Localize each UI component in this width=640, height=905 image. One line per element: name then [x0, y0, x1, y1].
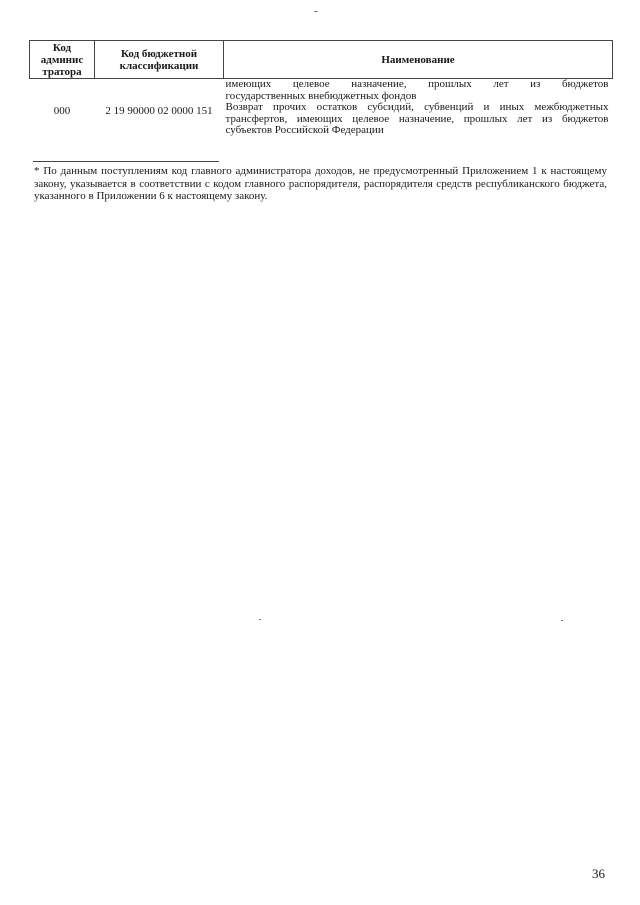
- continued-name-line-2: государственных внебюджетных фондов: [225, 89, 417, 102]
- page-number: 36: [592, 866, 605, 881]
- table-row: [30, 102, 613, 137]
- continued-name-cell: [224, 79, 613, 103]
- column-header-name: Наименование: [224, 41, 613, 79]
- scan-mark: [561, 620, 563, 621]
- admin-header-line-2: админис: [40, 53, 84, 66]
- table-header-row: [30, 41, 613, 79]
- code-header-line-1: Код бюджетной: [120, 47, 198, 60]
- table-row-continued: [30, 79, 613, 103]
- column-header-budget-code: [95, 41, 224, 79]
- admin-header-line-1: Код: [52, 41, 72, 54]
- footnote: * По данным поступлениям код главного администратора доходов, не предусмотренный Приложением 1 к настоящему закону, указывается в соответствии с кодом главного распорядителя, распорядителя средств республиканского бюджета, указанного в Приложении 6 к настоящему закону.: [34, 165, 607, 202]
- page-top-mark: -: [314, 5, 318, 17]
- column-header-admin-code: [30, 41, 95, 79]
- admin-code-cell: 000: [53, 105, 71, 117]
- budget-code-cell: 2 19 90000 02 0000 151: [105, 105, 213, 117]
- continued-name-line-1: имеющих целевое назначение, прошлых лет из бюджетов: [225, 78, 609, 90]
- admin-header-line-3: тратора: [42, 65, 82, 78]
- footnote-separator: [33, 161, 219, 162]
- budget-classification-table: [29, 40, 613, 137]
- scan-mark: [259, 619, 261, 620]
- code-header-line-2: классификации: [119, 59, 199, 72]
- name-cell: Возврат прочих остатков субсидий, субвенций и иных межбюджетных трансфертов, имеющих целевое назначение, прошлых лет из бюджетов субъектов Российской Федерации: [225, 101, 609, 136]
